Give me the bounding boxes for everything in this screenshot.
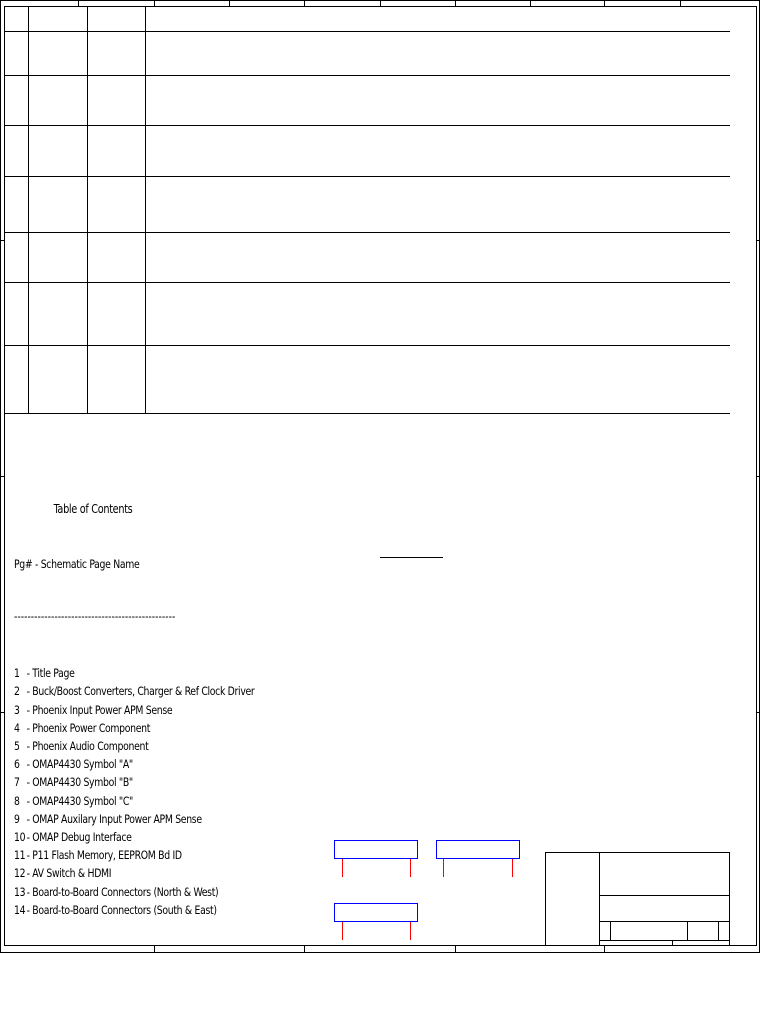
toc-entry-page-number: 3: [14, 702, 20, 717]
toc-entry: [14, 755, 311, 773]
toc-entry-page-number: 7: [14, 775, 20, 790]
toc-entry-page-name: - OMAP4430 Symbol "C": [26, 793, 134, 808]
toc-entry: [14, 737, 311, 755]
toc-entry-page-number: 11: [14, 848, 26, 863]
toc-entry-page-name: - Board-to-Board Connectors (North & West): [26, 884, 219, 899]
toc-entry-page-name: - OMAP4430 Symbol "A": [26, 757, 133, 772]
toc-entry: [14, 828, 311, 846]
toc-entry-page-name: - Phoenix Input Power APM Sense: [26, 702, 173, 717]
toc-entry: [14, 682, 311, 700]
toc-entry-page-name: - OMAP Auxilary Input Power APM Sense: [26, 811, 202, 826]
toc-entry-page-number: 14: [14, 902, 26, 917]
toc-entry-page-number: 1: [14, 666, 20, 681]
toc-entry: [14, 810, 311, 828]
toc-entry-page-number: 9: [14, 811, 20, 826]
table-of-contents: [14, 464, 311, 955]
toc-entry-page-name: - Board-to-Board Connectors (South & East): [26, 902, 217, 917]
toc-entry: [14, 701, 311, 719]
revision-table: [4, 6, 730, 414]
toc-list: [14, 664, 311, 919]
toc-entry-page-number: 4: [14, 720, 20, 735]
toc-entry-page-number: 10: [14, 830, 26, 845]
toc-entry: [14, 719, 311, 737]
toc-entry-page-name: - Phoenix Audio Component: [26, 739, 149, 754]
toc-entry-page-number: 2: [14, 684, 20, 699]
toc-header: Pg# - Schematic Page Name: [14, 557, 140, 572]
toc-entry-page-name: - OMAP Debug Interface: [26, 830, 132, 845]
toc-entry-page-name: - Phoenix Power Component: [26, 720, 151, 735]
toc-entry: [14, 773, 311, 791]
toc-separator: ------------------------------------------------: [14, 608, 176, 623]
toc-entry: [14, 846, 311, 864]
toc-title: Table of Contents: [53, 502, 133, 517]
toc-entry-page-number: 6: [14, 757, 20, 772]
toc-entry-page-name: - AV Switch & HDMI: [26, 866, 112, 881]
toc-entry-page-number: 12: [14, 866, 26, 881]
toc-entry: [14, 864, 311, 882]
connector-symbol-3: [335, 904, 418, 941]
toc-entry: [14, 901, 311, 919]
connector-symbol-1: [335, 841, 418, 878]
connector-symbol-2: [437, 841, 520, 878]
toc-entry-page-number: 8: [14, 793, 20, 808]
toc-entry-page-number: 5: [14, 739, 20, 754]
toc-entry-page-number: 13: [14, 884, 26, 899]
toc-entry: [14, 664, 311, 682]
toc-entry: [14, 883, 311, 901]
toc-entry-page-name: - P11 Flash Memory, EEPROM Bd ID: [26, 848, 182, 863]
toc-entry: [14, 792, 311, 810]
toc-entry-page-name: - Title Page: [26, 666, 75, 681]
toc-entry-page-name: - Buck/Boost Converters, Charger & Ref Clock Driver: [26, 684, 255, 699]
toc-entry-page-name: - OMAP4430 Symbol "B": [26, 775, 133, 790]
title-block: [546, 852, 731, 946]
